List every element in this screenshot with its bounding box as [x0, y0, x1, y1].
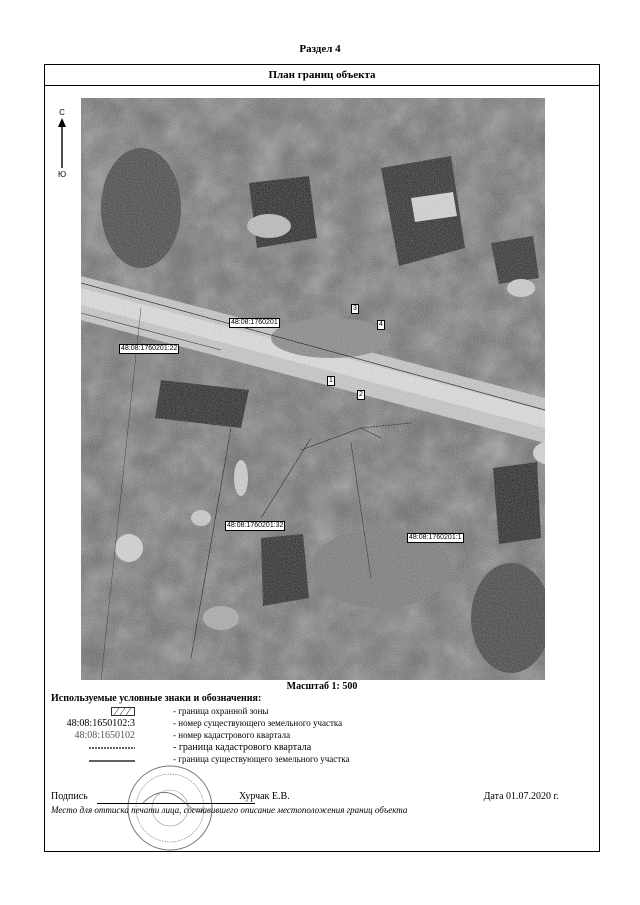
- signature-line: [97, 803, 255, 804]
- legend-title: Используемые условные знаки и обозначения:: [51, 693, 262, 704]
- boundary-point-1: 1: [329, 377, 333, 384]
- aerial-photo: [81, 98, 545, 680]
- compass-south-label: Ю: [57, 170, 67, 179]
- stamp-place-note: Место для оттиска печати лица, составившего описание местоположения границ объекта: [51, 805, 408, 815]
- aerial-map[interactable]: [81, 98, 545, 680]
- legend-symbol-block-number: 48:08:1650102: [74, 730, 135, 741]
- plan-frame: [44, 64, 600, 852]
- boundary-point-4: 4: [379, 321, 383, 328]
- plan-header: План границ объекта: [45, 65, 599, 86]
- signature-date: Дата 01.07.2020 г.: [483, 791, 559, 802]
- map-label-block: 48:08:1760201: [231, 319, 278, 326]
- north-arrow-icon: [54, 108, 70, 183]
- section-title: Раздел 4: [299, 43, 341, 55]
- map-label-parcel-22: 48:08:1760201:22: [121, 345, 178, 352]
- boundary-point-2: 2: [359, 391, 363, 398]
- compass-north-label: С: [59, 108, 65, 117]
- legend-text-block-boundary: - граница кадастрового квартала: [173, 742, 312, 753]
- map-label-parcel-32: 48:08:1760201:32: [227, 522, 284, 529]
- legend-text-parcel-boundary: - граница существующего земельного участка: [173, 754, 350, 764]
- hatched-rect-icon: [111, 707, 135, 716]
- signatory-name: Хурчак Е.В.: [239, 791, 290, 802]
- boundary-point-3: 3: [353, 305, 357, 312]
- dashed-line-icon: [89, 744, 135, 752]
- signature-label: Подпись: [51, 791, 88, 802]
- legend-text-parcel-number: - номер существующего земельного участка: [173, 718, 343, 728]
- legend-text-block-number: - номер кадастрового квартала: [173, 730, 291, 740]
- compass-arrow-icon: [54, 118, 70, 178]
- legend-symbol-parcel-number: 48:08:1650102:3: [66, 718, 135, 729]
- map-label-parcel-1: 48:08:1760201:1: [409, 534, 462, 541]
- legend-text-protection-zone: - граница охранной зоны: [173, 706, 269, 716]
- map-scale: Масштаб 1: 500: [286, 681, 358, 692]
